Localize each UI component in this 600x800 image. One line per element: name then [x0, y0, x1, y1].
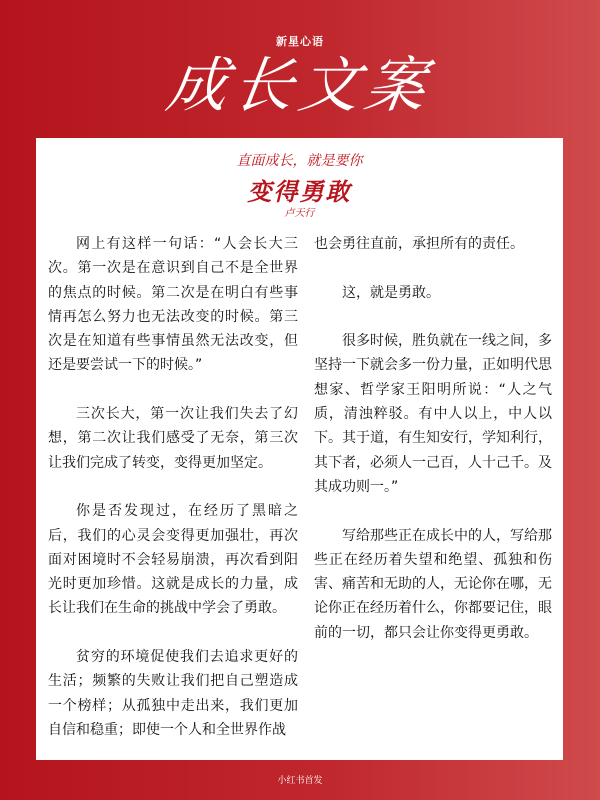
- article-author: 卢天行: [284, 208, 315, 219]
- article-title: 变得勇敢: [247, 178, 352, 206]
- paragraph: 三次长大，第一次让我们失去了幻想，第二次让我们感受了无奈，第三次让我们完成了转变，变得更加坚定。: [48, 406, 298, 471]
- hero-title: 成长文案: [162, 51, 437, 121]
- paragraph: 网上有这样一句话：“人会长大三次。第一次是在意识到自己不是全世界的焦点的时候。第二次是在明白有些事情再怎么努力也无法改变的时候。第三次是在知道有些事情虽然无法改变，但还是要尝试一下的时候。”: [48, 236, 298, 374]
- paragraph: 你是否发现过，在经历了黑暗之后，我们的心灵会变得更加强壮，再次面对困境时不会轻易崩溃，再次看到阳光时更加珍惜。这就是成长的力量，成长让我们在生命的挑战中学会了勇敢。: [48, 503, 298, 617]
- right-column: [314, 232, 552, 669]
- article-card: [36, 138, 563, 760]
- left-column: [48, 232, 298, 767]
- brand-label: 新星心语: [276, 35, 324, 48]
- paragraph: 很多时候，胜负就在一线之间，多坚持一下就会多一份力量，正如明代思想家、哲学家王阳明所说：“人之气质，清浊粹驳。有中人以上，中人以下。其于道，有生知安行，学知利行，其下者，必须人一己百，人十己千。及其成功则一。”: [314, 333, 552, 495]
- article-subtitle: 直面成长，就是要你: [236, 153, 363, 169]
- paragraph: 也会勇往直前，承担所有的责任。: [314, 236, 524, 252]
- paragraph: 贫穷的环境促使我们去追求更好的生活；频繁的失败让我们把自己塑造成一个榜样；从孤独中走出来，我们更加自信和稳重；即使一个人和全世界作战: [48, 649, 298, 738]
- footer-label: 小红书首发: [277, 776, 323, 786]
- paragraph: 这，就是勇敢。: [342, 284, 440, 301]
- paragraph: 写给那些正在成长中的人，写给那些正在经历着失望和绝望、孤独和伤害、痛苦和无助的人，无论你在哪，无论你正在经历着什么，你都要记住，眼前的一切，都只会让你变得更勇敢。: [314, 527, 552, 641]
